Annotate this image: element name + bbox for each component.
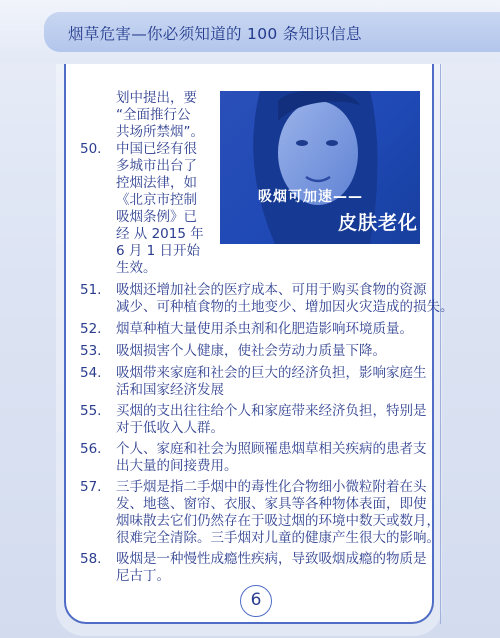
item-number: 51. xyxy=(80,282,102,298)
list-item: 三手烟是指二手烟中的毒性化合物细小微粒附着在头 发、地毯、窗帘、衣服、家具等各种物体表面，即使 烟味散去它们仍然存在于吸过烟的环境中数天或数月， 很难完全清除。三手烟对儿童的健康产生很大的影响。 xyxy=(116,479,440,546)
list-item: 吸烟损害个人健康，使社会劳动力质量下降。 xyxy=(116,343,386,359)
list-item: 个人、家庭和社会为照顾罹患烟草相关疾病的患者支 出大量的间接费用。 xyxy=(116,441,427,474)
page-number: 6 xyxy=(240,585,272,617)
item-number: 55. xyxy=(80,403,102,419)
photo-caption-top: 吸烟可加速—— xyxy=(258,189,363,205)
side-rule xyxy=(440,64,441,624)
item-number: 56. xyxy=(80,441,102,457)
item-number: 57. xyxy=(80,479,102,495)
item-number: 50. xyxy=(80,141,102,157)
list-item: 中国已经有很 多城市出台了 控烟法律，如 《北京市控制 吸烟条例》已 经 从 2015 年 6 月 1 日开始 生效。 xyxy=(116,141,204,276)
item-number: 54. xyxy=(80,365,102,381)
item-number: 53. xyxy=(80,343,102,359)
item-number: 52. xyxy=(80,321,102,337)
skin-aging-photo xyxy=(220,91,420,244)
list-item: 烟草种植大量使用杀虫剂和化肥造影响环境质量。 xyxy=(116,321,413,337)
photo-caption-bottom: 皮肤老化 xyxy=(338,212,419,234)
list-item: 买烟的支出往往给个人和家庭带来经济负担，特别是 对于低收入人群。 xyxy=(116,403,427,436)
item-number: 58. xyxy=(80,551,102,567)
intro-text: 划中提出，要 “全面推行公 共场所禁烟”。 xyxy=(116,90,204,140)
list-item: 吸烟带来家庭和社会的巨大的经济负担，影响家庭生 活和国家经济发展 xyxy=(116,365,427,398)
header-title: 烟草危害—你必须知道的 100 条知识信息 xyxy=(68,25,362,43)
list-item: 吸烟是一种慢性成瘾性疾病，导致吸烟成瘾的物质是 尼古丁。 xyxy=(116,551,427,584)
list-item: 吸烟还增加社会的医疗成本、可用于购买食物的资源 减少、可种植食物的土地变少、增加因火灾造成的损失。 xyxy=(116,282,454,315)
